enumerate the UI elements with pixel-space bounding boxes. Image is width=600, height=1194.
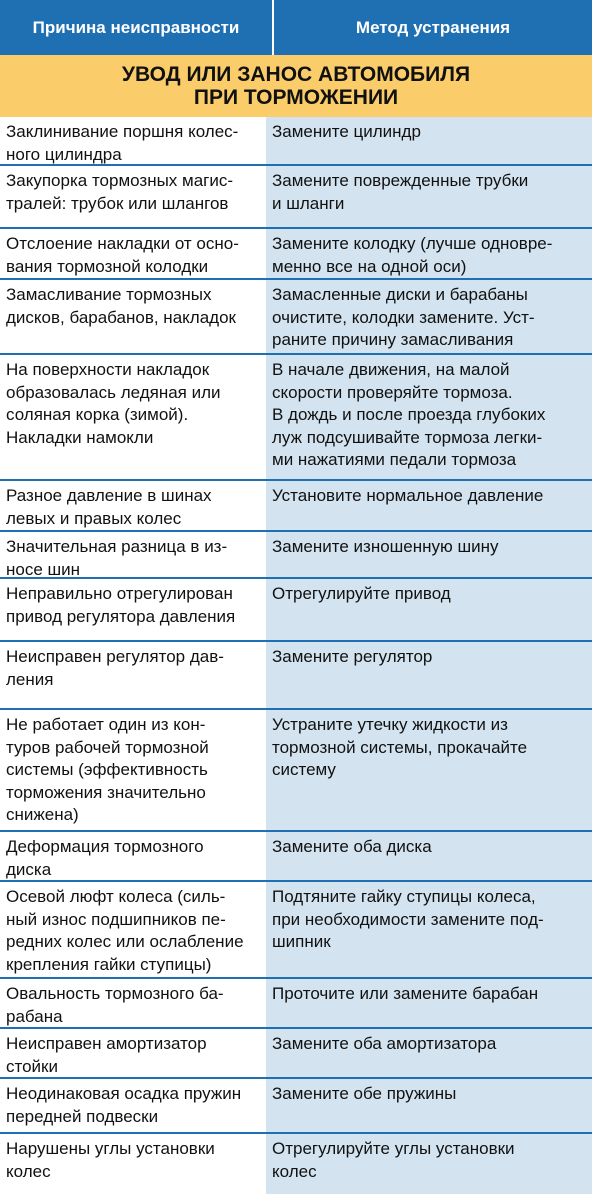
table-row xyxy=(0,1027,592,1077)
method-cell: Установите нормальное давление xyxy=(266,481,592,530)
cause-cell: Осевой люфт колеса (силь- ный износ подшипников пе- редних колес или ослабление крепления гайки ступицы) xyxy=(0,882,266,977)
table-row xyxy=(0,353,592,479)
table-row xyxy=(0,830,592,880)
table-row xyxy=(0,640,592,708)
cause-cell: Закупорка тормозных магис- тралей: трубок или шлангов xyxy=(0,166,266,227)
method-cell: Замените оба диска xyxy=(266,832,592,880)
method-cell: Замените колодку (лучше одновре- менно все на одной оси) xyxy=(266,229,592,278)
cause-cell: На поверхности накладок образовалась ледяная или соляная корка (зимой). Накладки намокли xyxy=(0,355,266,479)
cause-cell: Разное давление в шинах левых и правых колес xyxy=(0,481,266,530)
method-cell: Отрегулируйте привод xyxy=(266,579,592,640)
cause-cell: Не работает один из кон- туров рабочей тормозной системы (эффективность торможения значительно снижена) xyxy=(0,710,266,830)
cause-cell: Заклинивание поршня колес- ного цилиндра xyxy=(0,117,266,164)
method-cell: Замените поврежденные трубки и шланги xyxy=(266,166,592,227)
section-title-line2: ПРИ ТОРМОЖЕНИИ xyxy=(193,86,399,109)
table-row xyxy=(0,530,592,577)
cause-cell: Значительная разница в из- носе шин xyxy=(0,532,266,577)
table-body xyxy=(0,117,592,1194)
cause-cell: Неисправен регулятор дав- ления xyxy=(0,642,266,708)
header-method: Метод устранения xyxy=(355,17,511,37)
cause-cell: Неправильно отрегулирован привод регулятора давления xyxy=(0,579,266,640)
cause-cell: Нарушены углы установки колес xyxy=(0,1134,266,1194)
method-cell: Замените цилиндр xyxy=(266,117,592,164)
table-row xyxy=(0,479,592,530)
method-cell: Подтяните гайку ступицы колеса, при необходимости замените под- шипник xyxy=(266,882,592,977)
table-row xyxy=(0,227,592,278)
cause-cell: Замасливание тормозных дисков, барабанов, накладок xyxy=(0,280,266,353)
method-cell: Отрегулируйте углы установки колес xyxy=(266,1134,592,1194)
table-row xyxy=(0,977,592,1027)
cause-cell: Деформация тормозного диска xyxy=(0,832,266,880)
header-cause: Причина неисправности xyxy=(0,0,274,55)
table-row xyxy=(0,577,592,640)
cause-cell: Отслоение накладки от осно- вания тормозной колодки xyxy=(0,229,266,278)
table-header xyxy=(0,0,592,55)
method-cell: Замените оба амортизатора xyxy=(266,1029,592,1077)
table-row xyxy=(0,278,592,353)
table-row xyxy=(0,1077,592,1132)
cause-cell: Неисправен амортизатор стойки xyxy=(0,1029,266,1077)
table-row xyxy=(0,164,592,227)
table-row xyxy=(0,1132,592,1194)
table-row xyxy=(0,880,592,977)
cause-cell: Неодинаковая осадка пружин передней подвески xyxy=(0,1079,266,1132)
method-cell: Замасленные диски и барабаны очистите, колодки замените. Уст- раните причину замасливания xyxy=(266,280,592,353)
table-row xyxy=(0,708,592,830)
section-title xyxy=(0,55,592,117)
cause-cell: Овальность тормозного ба- рабана xyxy=(0,979,266,1027)
section-title-line1: УВОД ИЛИ ЗАНОС АВТОМОБИЛЯ xyxy=(121,63,471,86)
method-cell: Замените обе пружины xyxy=(266,1079,592,1132)
method-cell: В начале движения, на малой скорости проверяйте тормоза. В дождь и после проезда глубоких луж подсушивайте тормоза легки- ми нажатиями педали тормоза xyxy=(266,355,592,479)
method-cell: Замените регулятор xyxy=(266,642,592,708)
method-cell: Устраните утечку жидкости из тормозной системы, прокачайте систему xyxy=(266,710,592,830)
method-cell: Проточите или замените барабан xyxy=(266,979,592,1027)
method-cell: Замените изношенную шину xyxy=(266,532,592,577)
table-row xyxy=(0,117,592,164)
